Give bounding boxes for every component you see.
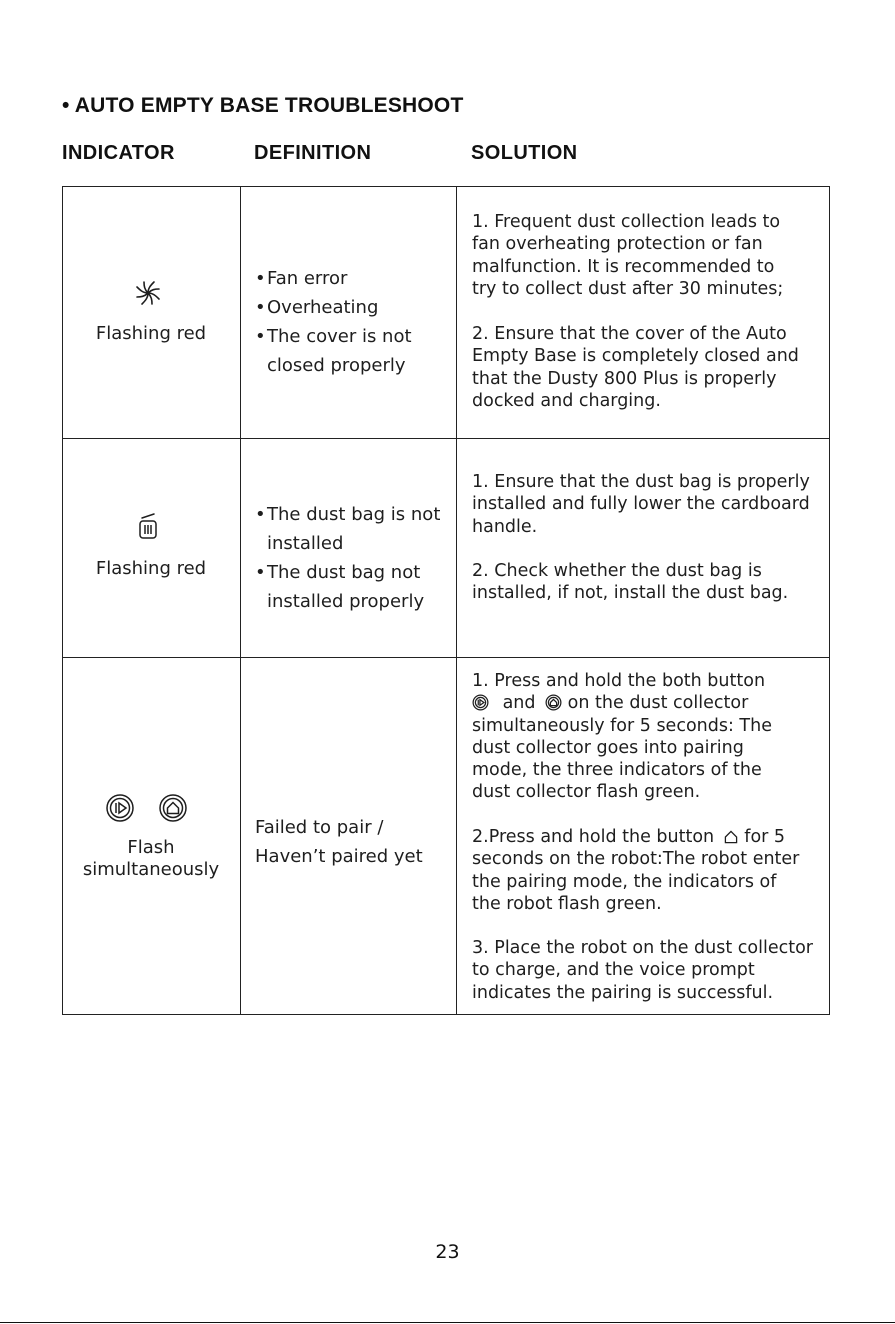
column-header-solution: SOLUTION [471, 142, 578, 164]
fan-icon [134, 279, 162, 307]
definition-line: Haven’t paired yet [255, 846, 423, 867]
definition-item-continued: closed properly [267, 355, 406, 376]
column-header-indicator: INDICATOR [62, 142, 175, 164]
column-divider [240, 187, 241, 1014]
bottom-rule [0, 1322, 895, 1323]
definition-item-continued: installed properly [267, 591, 425, 612]
column-divider [456, 187, 457, 1014]
definition-item: • Overheating [255, 297, 379, 318]
solution-paragraph: 2.Press and hold the button for 5 seconds on the robot:The robot enter the pairing mode, the indicators of the robot flash green. [472, 827, 800, 914]
section-title: • AUTO EMPTY BASE TROUBLESHOOT [62, 94, 464, 117]
row-divider [63, 438, 829, 439]
solution-paragraph: 3. Place the robot on the dust collector to charge, and the voice prompt indicates the pairing is successful. [472, 938, 813, 1003]
home-button-icon [545, 694, 562, 711]
play-pause-button-icon [105, 793, 135, 823]
dust-bag-icon [138, 513, 158, 539]
definition-item-continued: installed [267, 533, 344, 554]
home-button-icon [158, 793, 188, 823]
indicator-label: Flashing red [95, 558, 207, 579]
indicator-label-line: simultaneously [82, 859, 220, 880]
page-number: 23 [435, 1241, 460, 1263]
solution-paragraph: 2. Ensure that the cover of the Auto Empty Base is completely closed and that the Dusty 800 Plus is properly docked and charging. [472, 324, 799, 411]
home-icon [723, 829, 739, 845]
definition-item: • The dust bag is not [255, 504, 441, 525]
definition-item: • The cover is not [255, 326, 412, 347]
troubleshoot-table [62, 186, 830, 1015]
solution-paragraph: 2. Check whether the dust bag is installed, if not, install the dust bag. [472, 561, 789, 604]
indicator-label-line: Flash [127, 837, 175, 858]
column-header-definition: DEFINITION [254, 142, 372, 164]
definition-line: Failed to pair / [255, 817, 384, 838]
solution-paragraph: 1. Frequent dust collection leads to fan overheating protection or fan malfunction. It is recommended to try to collect dust after 30 minutes; [472, 212, 784, 299]
definition-item: • Fan error [255, 268, 348, 289]
row-divider [63, 657, 829, 658]
solution-paragraph: 1. Press and hold the both button and on the dust collector simultaneously for 5 seconds: The dust collector goes into pairing mode, the three indicators of the dust collector flash green. [472, 671, 772, 803]
play-pause-button-icon [472, 694, 489, 711]
definition-item: • The dust bag not [255, 562, 421, 583]
indicator-label: Flashing red [95, 323, 207, 344]
solution-paragraph: 1. Ensure that the dust bag is properly installed and fully lower the cardboard handle. [472, 472, 810, 537]
